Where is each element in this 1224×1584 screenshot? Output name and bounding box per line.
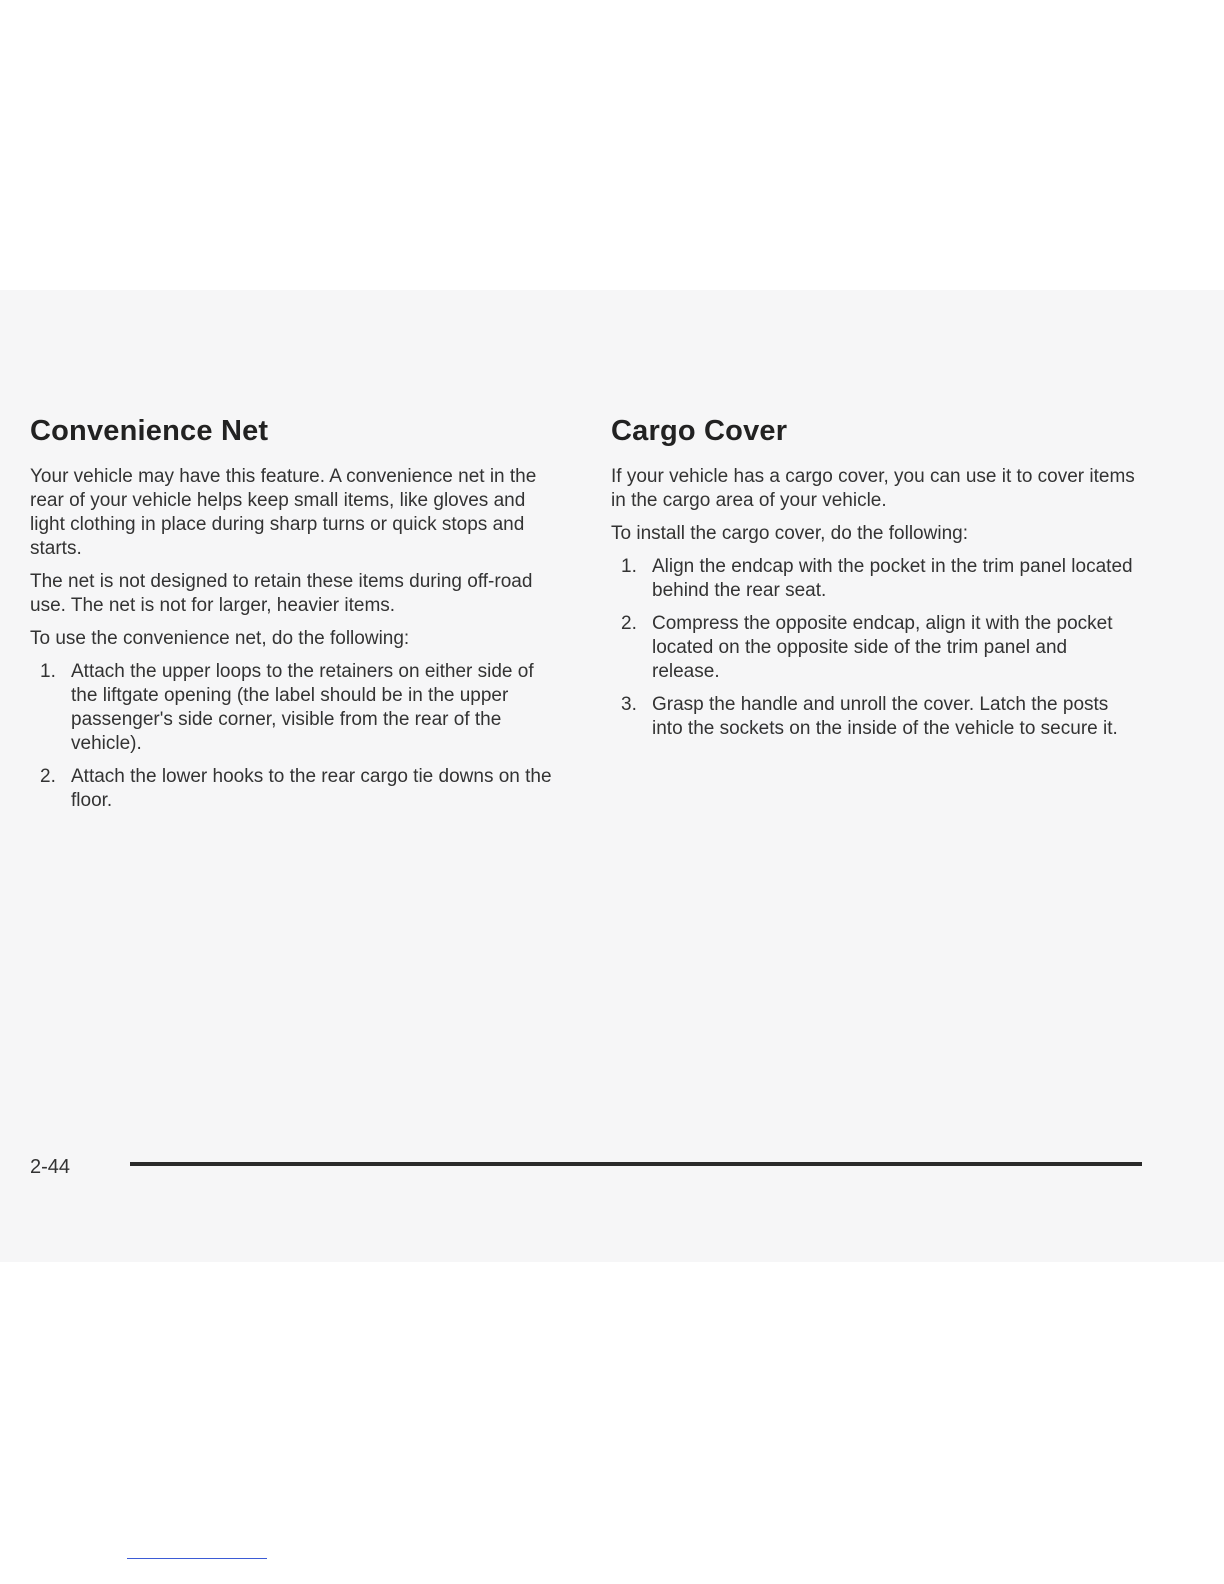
cargo-cover-section	[611, 413, 1136, 750]
steps-list	[30, 660, 565, 813]
paragraph: If your vehicle has a cargo cover, you can use it to cover items in the cargo area of your vehicle.	[611, 466, 1135, 511]
step-number: 1.	[621, 556, 637, 577]
step-item	[611, 693, 1136, 741]
footer-divider	[130, 1162, 1142, 1166]
section-heading-convenience-net: Convenience Net	[30, 415, 269, 447]
page-number: 2-44	[30, 1156, 71, 1178]
convenience-net-section	[30, 413, 565, 822]
step-text: Compress the opposite endcap, align it with the pocket located on the opposite side of the trim panel and release.	[652, 613, 1113, 682]
step-number: 2.	[40, 766, 56, 787]
step-text: Grasp the handle and unroll the cover. Latch the posts into the sockets on the inside of the vehicle to secure it.	[652, 694, 1118, 739]
step-text: Align the endcap with the pocket in the trim panel located behind the rear seat.	[652, 556, 1133, 601]
paragraph: To install the cargo cover, do the following:	[611, 523, 968, 544]
paragraph: The net is not designed to retain these items during off-road use. The net is not for larger, heavier items.	[30, 571, 533, 616]
paragraph: Your vehicle may have this feature. A convenience net in the rear of your vehicle helps keep small items, like gloves and light clothing in place during sharp turns or quick stops and starts.	[30, 466, 537, 559]
step-number: 2.	[621, 613, 637, 634]
step-item	[30, 765, 565, 813]
step-text: Attach the upper loops to the retainers on either side of the liftgate opening (the label should be in the upper passenger's side corner, visible from the rear of the vehicle).	[71, 661, 534, 754]
steps-list	[611, 555, 1136, 741]
section-heading-cargo-cover: Cargo Cover	[611, 415, 788, 447]
paragraph: To use the convenience net, do the following:	[30, 628, 410, 649]
step-item	[611, 555, 1136, 603]
step-item	[30, 660, 565, 756]
step-number: 1.	[40, 661, 56, 682]
step-item	[611, 612, 1136, 684]
underline-divider	[127, 1558, 267, 1559]
step-number: 3.	[621, 694, 637, 715]
step-text: Attach the lower hooks to the rear cargo tie downs on the floor.	[71, 766, 552, 811]
